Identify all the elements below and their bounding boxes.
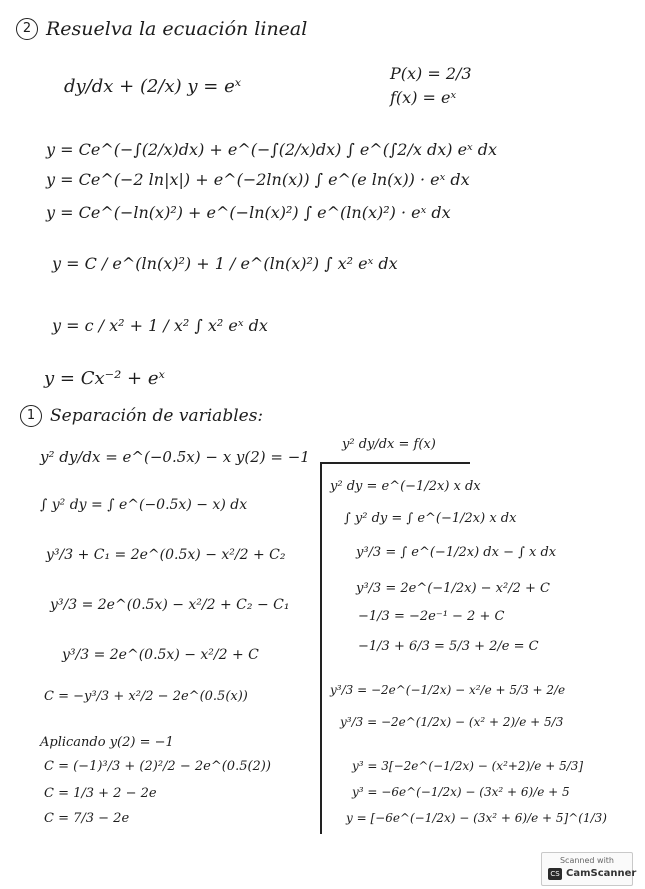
problem-2-title: Resuelva la ecuación lineal	[46, 18, 308, 40]
problem-2-step-2: y = Ce^(−2 ln|x|) + e^(−2ln(x)) ∫ e^(e ln(x)) · eˣ dx	[46, 170, 470, 189]
left-step-3: y³/3 = 2e^(0.5x) − x²/2 + C₂ − C₁	[50, 597, 290, 613]
left-step-7: C = (−1)³/3 + (2)²/2 − 2e^(0.5(2))	[44, 759, 271, 774]
problem-2-step-5: y = c / x² + 1 / x² ∫ x² eˣ dx	[52, 316, 268, 335]
f-definition: f(x) = eˣ	[390, 88, 457, 107]
problem-1-number: 1	[20, 405, 42, 427]
problem-2-number: 2	[16, 18, 38, 40]
problem-1-equation: y² dy/dx = e^(−0.5x) − x y(2) = −1	[40, 448, 310, 466]
left-step-5: C = −y³/3 + x²/2 − 2e^(0.5(x))	[44, 689, 248, 704]
right-step-9: y³/3 = −2e^(1/2x) − (x² + 2)/e + 5/3	[340, 715, 564, 729]
right-step-8: y³/3 = −2e^(−1/2x) − x²/e + 5/3 + 2/e	[330, 683, 566, 697]
right-step-6: −1/3 = −2e⁻¹ − 2 + C	[358, 609, 505, 624]
problem-2-step-4: y = C / e^(ln(x)²) + 1 / e^(ln(x)²) ∫ x² eˣ dx	[52, 254, 398, 273]
column-divider	[320, 462, 322, 834]
left-step-2: y³/3 + C₁ = 2e^(0.5x) − x²/2 + C₂	[46, 547, 286, 563]
right-step-1: y² dy/dx = f(x)	[342, 437, 436, 452]
scanned-with-label: Scanned with	[559, 856, 615, 865]
camscanner-logo-icon: CS	[548, 868, 562, 880]
right-step-4: y³/3 = ∫ e^(−1/2x) dx − ∫ x dx	[356, 545, 557, 560]
problem-2-equation: dy/dx + (2/x) y = eˣ	[64, 76, 242, 97]
left-step-6: Aplicando y(2) = −1	[40, 735, 174, 750]
p-definition: P(x) = 2/3	[390, 64, 472, 83]
right-step-12: y = [−6e^(−1/2x) − (3x² + 6)/e + 5]^(1/3)	[346, 811, 607, 825]
right-step-10: y³ = 3[−2e^(−1/2x) − (x²+2)/e + 5/3]	[352, 759, 584, 773]
right-step-3: ∫ y² dy = ∫ e^(−1/2x) x dx	[344, 511, 517, 526]
problem-2-result: y = Cx⁻² + eˣ	[44, 368, 165, 389]
right-step-5: y³/3 = 2e^(−1/2x) − x²/2 + C	[356, 581, 550, 596]
right-step-2: y² dy = e^(−1/2x) x dx	[330, 479, 481, 494]
left-step-1: ∫ y² dy = ∫ e^(−0.5x) − x) dx	[40, 497, 248, 513]
problem-2-step-1: y = Ce^(−∫(2/x)dx) + e^(−∫(2/x)dx) ∫ e^(∫2/x dx) eˣ dx	[46, 140, 498, 159]
left-step-4: y³/3 = 2e^(0.5x) − x²/2 + C	[62, 647, 259, 663]
column-divider-top	[320, 462, 470, 464]
camscanner-label: CamScanner	[566, 868, 637, 879]
camscanner-watermark	[541, 852, 637, 886]
left-step-9: C = 7/3 − 2e	[44, 811, 130, 826]
left-step-8: C = 1/3 + 2 − 2e	[44, 786, 157, 801]
right-step-11: y³ = −6e^(−1/2x) − (3x² + 6)/e + 5	[352, 785, 570, 799]
problem-1-title: Separación de variables:	[50, 406, 264, 426]
right-step-7: −1/3 + 6/3 = 5/3 + 2/e = C	[358, 639, 539, 654]
problem-2-step-3: y = Ce^(−ln(x)²) + e^(−ln(x)²) ∫ e^(ln(x)²) · eˣ dx	[46, 203, 451, 222]
